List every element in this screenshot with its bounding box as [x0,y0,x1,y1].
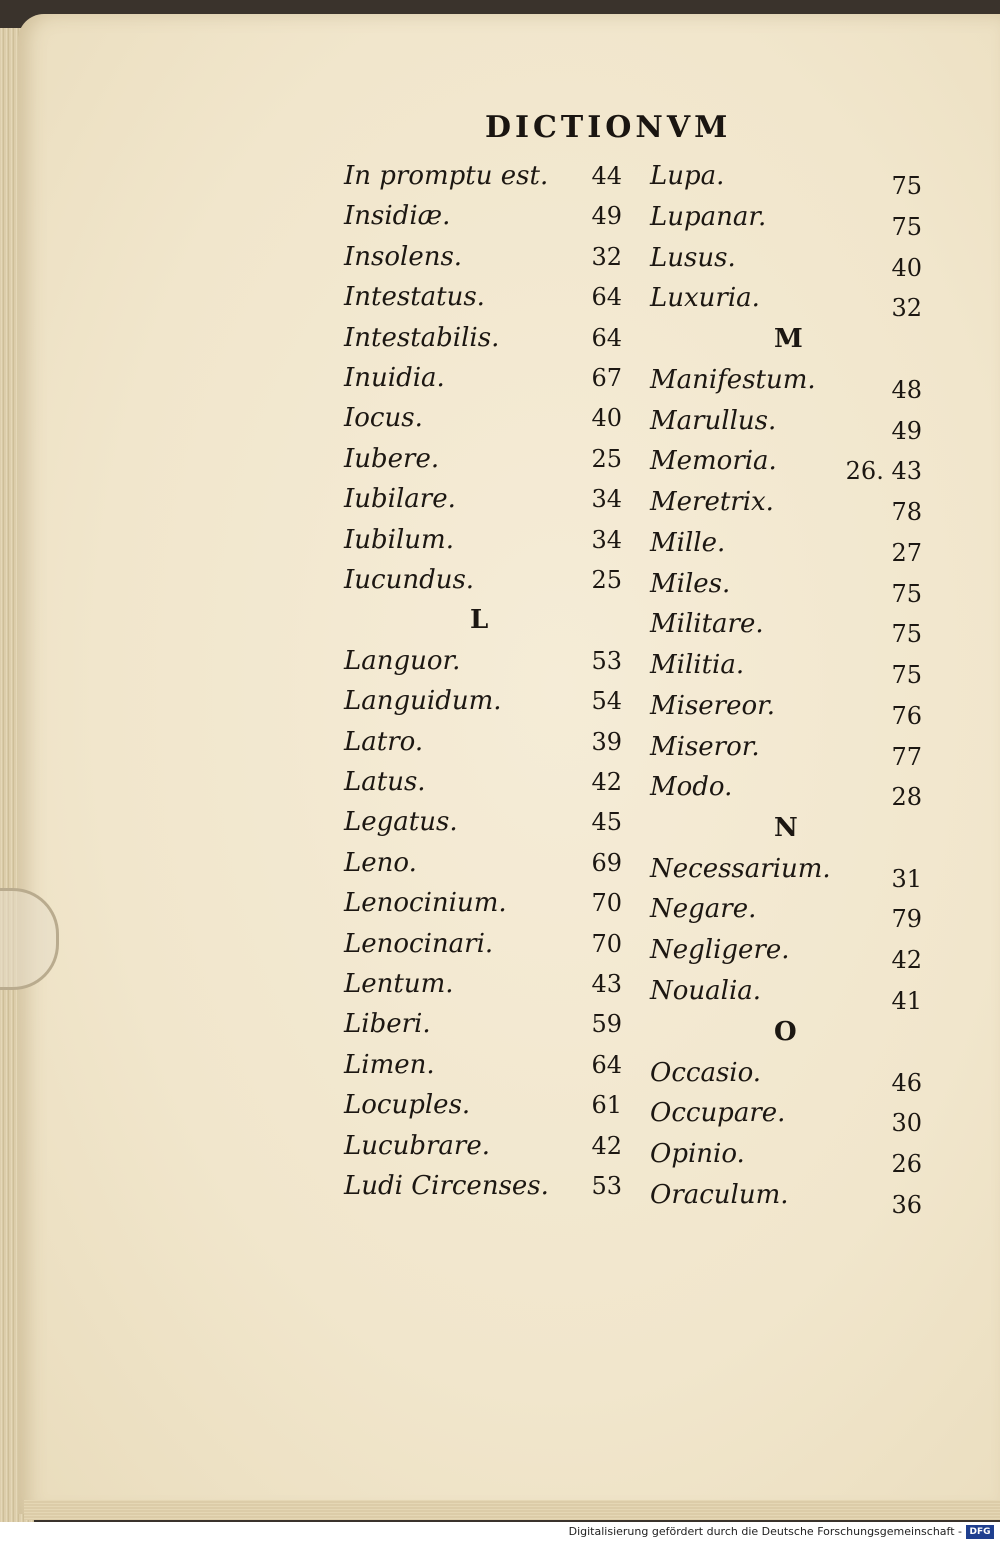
index-page-number: 75 [891,661,922,689]
index-page-number: 79 [891,905,922,933]
index-term: Latro. [344,727,424,757]
index-term: Luxuria. [650,283,760,313]
index-term: Iubilum. [344,525,454,555]
index-page-number: 31 [891,865,922,893]
index-page-number: 75 [891,580,922,608]
index-page-number: 27 [891,539,922,567]
index-page-number: 42 [591,1132,622,1160]
index-page-number: 42 [891,946,922,974]
index-term: Latus. [344,767,426,797]
index-term: Insolens. [344,242,463,272]
index-term: In promptu est. [344,161,549,191]
index-term: Mille. [650,528,726,558]
index-page-number: 30 [891,1109,922,1137]
index-term: Iucundus. [344,565,475,595]
index-term: Meretrix. [650,487,774,517]
index-term: Lucubrare. [344,1131,490,1161]
index-page-number: 64 [591,324,622,352]
index-term: Iubere. [344,444,440,474]
index-page-number: 39 [591,728,622,756]
index-term: Liberi. [344,1009,431,1039]
index-page-number: 48 [891,376,922,404]
index-page-number: 76 [891,702,922,730]
index-term: Opinio. [650,1139,745,1169]
index-page-number: 75 [891,620,922,648]
index-term: Militare. [650,609,764,639]
index-page-number: 36 [891,1191,922,1219]
index-term: Noualia. [650,976,762,1006]
index-page-number: 43 [591,970,622,998]
index-term: Lusus. [650,243,736,273]
section-letter: M [774,324,803,354]
index-term: Lupanar. [650,202,767,232]
dfg-logo-icon: DFG [966,1525,994,1539]
index-page-number: 61 [591,1091,622,1119]
index-page-number: 26. 43 [845,457,922,485]
section-letter: N [774,813,798,843]
index-term: Oraculum. [650,1180,789,1210]
index-page-number: 54 [591,687,622,715]
index-page-number: 70 [591,889,622,917]
index-term: Locuples. [344,1090,471,1120]
index-term: Iubilare. [344,484,456,514]
section-letter: L [470,605,489,635]
index-page-number: 25 [591,566,622,594]
index-term: Negligere. [650,935,790,965]
index-term: Insidiæ. [344,201,451,231]
index-page-number: 46 [891,1069,922,1097]
index-page-number: 45 [591,808,622,836]
index-term: Iocus. [344,403,423,433]
index-term: Miseror. [650,732,760,762]
index-term: Languor. [344,646,461,676]
index-term: Intestatus. [344,282,485,312]
index-term: Languidum. [344,686,502,716]
index-term: Lenocinium. [344,888,507,918]
page-heading: DICTIONVM [485,110,732,145]
index-term: Manifestum. [650,365,816,395]
index-page-number: 53 [591,1172,622,1200]
index-page-number: 75 [891,213,922,241]
index-page-number: 32 [591,243,622,271]
index-page-number: 59 [591,1010,622,1038]
index-page-number: 44 [591,162,622,190]
index-page-number: 64 [591,1051,622,1079]
index-term: Memoria. [650,446,777,476]
index-page-number: 40 [891,254,922,282]
index-page-number: 42 [591,768,622,796]
index-page-number: 34 [591,526,622,554]
index-page-number: 75 [891,172,922,200]
index-term: Legatus. [344,807,458,837]
index-term: Negare. [650,894,757,924]
index-page-number: 70 [591,930,622,958]
index-term: Occupare. [650,1098,786,1128]
index-term: Occasio. [650,1058,762,1088]
index-term: Militia. [650,650,745,680]
index-page-number: 53 [591,647,622,675]
index-term: Necessarium. [650,854,831,884]
index-page-number: 26 [891,1150,922,1178]
index-term: Misereor. [650,691,775,721]
index-term: Lenocinari. [344,929,494,959]
book-bottom-edge [24,1500,1000,1520]
index-term: Leno. [344,848,417,878]
footer-bar [0,1522,1000,1542]
index-term: Inuidia. [344,363,445,393]
index-page-number: 64 [591,283,622,311]
index-page-number: 28 [891,783,922,811]
index-page-number: 32 [891,294,922,322]
index-term: Intestabilis. [344,323,500,353]
index-page-number: 69 [591,849,622,877]
index-page-number: 77 [891,743,922,771]
index-term: Miles. [650,569,731,599]
index-page-number: 49 [591,202,622,230]
index-term: Lentum. [344,969,454,999]
index-page-number: 34 [591,485,622,513]
footer-credit: Digitalisierung gefördert durch die Deutsche Forschungsgemeinschaft - [568,1525,962,1538]
index-term: Lupa. [650,161,725,191]
index-term: Modo. [650,772,733,802]
section-letter: O [774,1017,797,1047]
index-page-number: 41 [891,987,922,1015]
index-page-number: 25 [591,445,622,473]
index-term: Limen. [344,1050,435,1080]
index-page-number: 67 [591,364,622,392]
index-page-number: 40 [591,404,622,432]
index-page-number: 49 [891,417,922,445]
index-term: Ludi Circenses. [344,1171,549,1201]
index-page-number: 78 [891,498,922,526]
index-term: Marullus. [650,406,777,436]
